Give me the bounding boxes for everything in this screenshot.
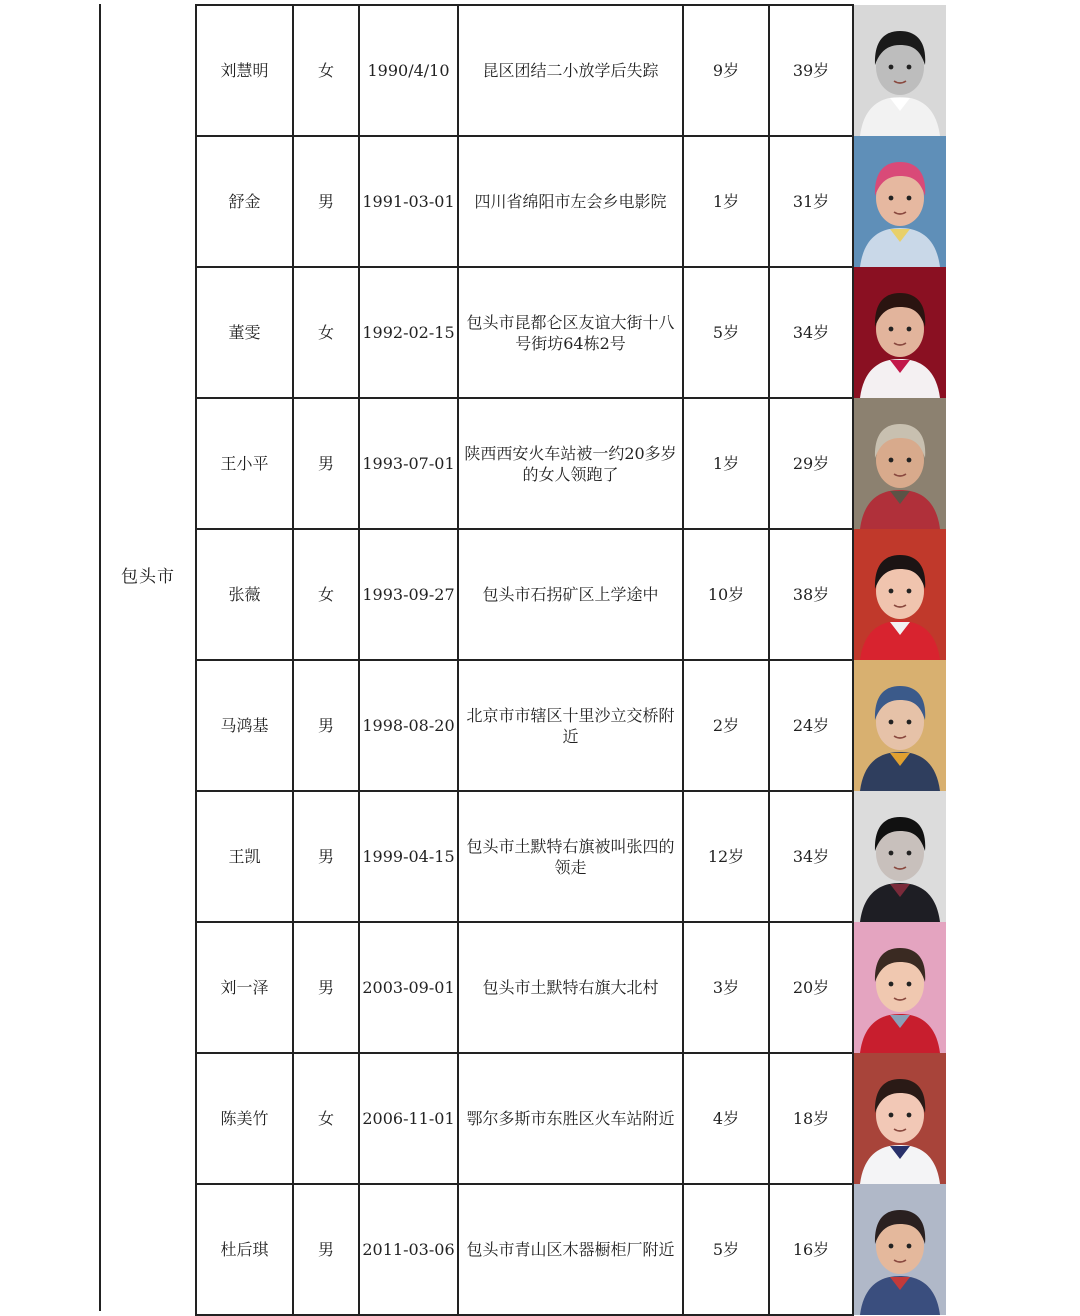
photo-cell xyxy=(853,136,947,267)
table-row xyxy=(196,1184,947,1315)
place-cell xyxy=(458,660,683,791)
missing-place: 鄂尔多斯市东胜区火车站附近 xyxy=(466,1109,675,1128)
name-cell xyxy=(196,398,293,529)
city-label: 包头市 xyxy=(121,567,175,587)
gender-cell xyxy=(293,267,359,398)
portrait-illustration xyxy=(854,791,946,922)
table-row xyxy=(196,660,947,791)
name-cell xyxy=(196,791,293,922)
place-cell xyxy=(458,5,683,136)
photo-eye-left xyxy=(889,720,894,725)
portrait-illustration xyxy=(854,136,946,267)
photo-eye-right xyxy=(907,65,912,70)
photo-eye-left xyxy=(889,589,894,594)
missing-date: 1993-07-01 xyxy=(362,454,455,473)
date-cell xyxy=(359,529,458,660)
age-missing-cell xyxy=(683,398,769,529)
photo-eye-right xyxy=(907,1113,912,1118)
age-now-cell xyxy=(769,1053,853,1184)
age-now-cell xyxy=(769,398,853,529)
date-cell xyxy=(359,1184,458,1315)
gender: 女 xyxy=(317,585,334,604)
missing-place: 陕西西安火车站被一约20多岁的女人领跑了 xyxy=(464,443,677,484)
photo-cell xyxy=(853,791,947,922)
place-cell xyxy=(458,922,683,1053)
person-name: 舒金 xyxy=(228,192,261,211)
photo-eye-left xyxy=(889,65,894,70)
photo-eye-left xyxy=(889,458,894,463)
portrait-illustration xyxy=(854,1053,946,1184)
current-age: 24岁 xyxy=(792,716,830,735)
date-cell xyxy=(359,660,458,791)
name-cell xyxy=(196,1184,293,1315)
missing-persons-table xyxy=(195,4,948,1316)
portrait-photo xyxy=(854,1053,946,1184)
photo-eye-right xyxy=(907,327,912,332)
person-name: 杜后琪 xyxy=(220,1240,269,1259)
gender-cell xyxy=(293,660,359,791)
table-body xyxy=(196,5,947,1315)
name-cell xyxy=(196,660,293,791)
current-age: 29岁 xyxy=(792,454,830,473)
missing-date: 1993-09-27 xyxy=(362,585,455,604)
gender-cell xyxy=(293,398,359,529)
photo-eye-right xyxy=(907,982,912,987)
person-name: 刘慧明 xyxy=(220,61,269,80)
portrait-photo xyxy=(854,922,946,1053)
age-when-missing: 1岁 xyxy=(712,454,740,473)
age-now-cell xyxy=(769,660,853,791)
photo-eye-left xyxy=(889,327,894,332)
missing-place: 四川省绵阳市左会乡电影院 xyxy=(474,192,667,211)
gender: 男 xyxy=(317,978,334,997)
photo-eye-right xyxy=(907,458,912,463)
place-cell xyxy=(458,1053,683,1184)
missing-place: 包头市青山区木器橱柜厂附近 xyxy=(466,1240,675,1259)
date-cell xyxy=(359,267,458,398)
photo-eye-right xyxy=(907,720,912,725)
portrait-illustration xyxy=(854,1184,946,1315)
portrait-photo xyxy=(854,791,946,922)
date-cell xyxy=(359,1053,458,1184)
missing-place: 包头市昆都仑区友谊大街十八号街坊64栋2号 xyxy=(466,312,675,353)
date-cell xyxy=(359,791,458,922)
person-name: 刘一泽 xyxy=(220,978,269,997)
gender: 女 xyxy=(317,61,334,80)
current-age: 38岁 xyxy=(792,585,830,604)
current-age: 31岁 xyxy=(792,192,830,211)
table-row xyxy=(196,529,947,660)
photo-eye-right xyxy=(907,851,912,856)
missing-place: 包头市土默特右旗大北村 xyxy=(482,978,659,997)
photo-eye-left xyxy=(889,851,894,856)
age-when-missing: 1岁 xyxy=(712,192,740,211)
age-missing-cell xyxy=(683,1184,769,1315)
person-name: 王凯 xyxy=(228,847,261,866)
date-cell xyxy=(359,922,458,1053)
table-row xyxy=(196,398,947,529)
date-cell xyxy=(359,5,458,136)
portrait-photo xyxy=(854,529,946,660)
photo-eye-left xyxy=(889,1113,894,1118)
portrait-photo xyxy=(854,1184,946,1315)
missing-date: 2003-09-01 xyxy=(362,978,455,997)
age-missing-cell xyxy=(683,1053,769,1184)
portrait-illustration xyxy=(854,529,946,660)
photo-cell xyxy=(853,922,947,1053)
gender: 男 xyxy=(317,454,334,473)
person-name: 陈美竹 xyxy=(220,1109,269,1128)
age-when-missing: 2岁 xyxy=(712,716,740,735)
person-name: 张薇 xyxy=(228,585,261,604)
age-missing-cell xyxy=(683,660,769,791)
portrait-photo xyxy=(854,267,946,398)
table-row xyxy=(196,1053,947,1184)
age-when-missing: 10岁 xyxy=(707,585,745,604)
gender: 女 xyxy=(317,323,334,342)
gender: 女 xyxy=(317,1109,334,1128)
gender-cell xyxy=(293,791,359,922)
date-cell xyxy=(359,136,458,267)
photo-cell xyxy=(853,1184,947,1315)
age-when-missing: 12岁 xyxy=(707,847,745,866)
place-cell xyxy=(458,791,683,922)
age-missing-cell xyxy=(683,529,769,660)
missing-date: 1991-03-01 xyxy=(362,192,455,211)
person-name: 董雯 xyxy=(228,323,261,342)
portrait-illustration xyxy=(854,660,946,791)
missing-place: 昆区团结二小放学后失踪 xyxy=(482,61,659,80)
table-row xyxy=(196,791,947,922)
gender: 男 xyxy=(317,192,334,211)
table-row xyxy=(196,922,947,1053)
age-missing-cell xyxy=(683,5,769,136)
portrait-illustration xyxy=(854,922,946,1053)
photo-eye-right xyxy=(907,1244,912,1249)
person-name: 马鸿基 xyxy=(220,716,269,735)
age-missing-cell xyxy=(683,791,769,922)
age-when-missing: 5岁 xyxy=(712,323,740,342)
place-cell xyxy=(458,1184,683,1315)
portrait-photo xyxy=(854,136,946,267)
age-now-cell xyxy=(769,136,853,267)
photo-cell xyxy=(853,529,947,660)
place-cell xyxy=(458,398,683,529)
age-now-cell xyxy=(769,5,853,136)
place-cell xyxy=(458,529,683,660)
age-when-missing: 4岁 xyxy=(712,1109,740,1128)
left-border-line xyxy=(99,4,101,1311)
portrait-illustration xyxy=(854,267,946,398)
missing-date: 1999-04-15 xyxy=(362,847,455,866)
current-age: 34岁 xyxy=(792,847,830,866)
name-cell xyxy=(196,922,293,1053)
photo-eye-left xyxy=(889,1244,894,1249)
age-when-missing: 5岁 xyxy=(712,1240,740,1259)
gender-cell xyxy=(293,922,359,1053)
gender-cell xyxy=(293,5,359,136)
missing-date: 1998-08-20 xyxy=(362,716,455,735)
gender: 男 xyxy=(317,716,334,735)
age-now-cell xyxy=(769,922,853,1053)
current-age: 20岁 xyxy=(792,978,830,997)
name-cell xyxy=(196,136,293,267)
current-age: 39岁 xyxy=(792,61,830,80)
place-cell xyxy=(458,267,683,398)
missing-date: 2006-11-01 xyxy=(362,1109,455,1128)
gender-cell xyxy=(293,1053,359,1184)
table-row xyxy=(196,267,947,398)
current-age: 34岁 xyxy=(792,323,830,342)
missing-place: 北京市市辖区十里沙立交桥附近 xyxy=(466,705,675,746)
photo-cell xyxy=(853,5,947,136)
age-now-cell xyxy=(769,1184,853,1315)
photo-cell xyxy=(853,267,947,398)
table-row xyxy=(196,136,947,267)
table-row xyxy=(196,5,947,136)
gender: 男 xyxy=(317,847,334,866)
age-missing-cell xyxy=(683,267,769,398)
missing-date: 2011-03-06 xyxy=(362,1240,455,1259)
portrait-photo xyxy=(854,398,946,529)
name-cell xyxy=(196,267,293,398)
missing-place: 包头市土默特右旗被叫张四的领走 xyxy=(466,836,675,877)
photo-eye-right xyxy=(907,196,912,201)
photo-cell xyxy=(853,1053,947,1184)
gender-cell xyxy=(293,136,359,267)
portrait-photo xyxy=(854,5,946,136)
gender-cell xyxy=(293,529,359,660)
photo-cell xyxy=(853,398,947,529)
place-cell xyxy=(458,136,683,267)
current-age: 16岁 xyxy=(792,1240,830,1259)
age-when-missing: 9岁 xyxy=(712,61,740,80)
name-cell xyxy=(196,1053,293,1184)
missing-date: 1990/4/10 xyxy=(367,61,450,80)
portrait-photo xyxy=(854,660,946,791)
name-cell xyxy=(196,5,293,136)
age-missing-cell xyxy=(683,922,769,1053)
portrait-illustration xyxy=(854,398,946,529)
name-cell xyxy=(196,529,293,660)
photo-eye-left xyxy=(889,982,894,987)
age-now-cell xyxy=(769,267,853,398)
gender-cell xyxy=(293,1184,359,1315)
photo-eye-left xyxy=(889,196,894,201)
current-age: 18岁 xyxy=(792,1109,830,1128)
age-when-missing: 3岁 xyxy=(712,978,740,997)
gender: 男 xyxy=(317,1240,334,1259)
photo-eye-right xyxy=(907,589,912,594)
missing-date: 1992-02-15 xyxy=(362,323,455,342)
missing-place: 包头市石拐矿区上学途中 xyxy=(482,585,659,604)
age-now-cell xyxy=(769,791,853,922)
person-name: 王小平 xyxy=(220,454,269,473)
age-now-cell xyxy=(769,529,853,660)
age-missing-cell xyxy=(683,136,769,267)
date-cell xyxy=(359,398,458,529)
portrait-illustration xyxy=(854,5,946,136)
photo-cell xyxy=(853,660,947,791)
